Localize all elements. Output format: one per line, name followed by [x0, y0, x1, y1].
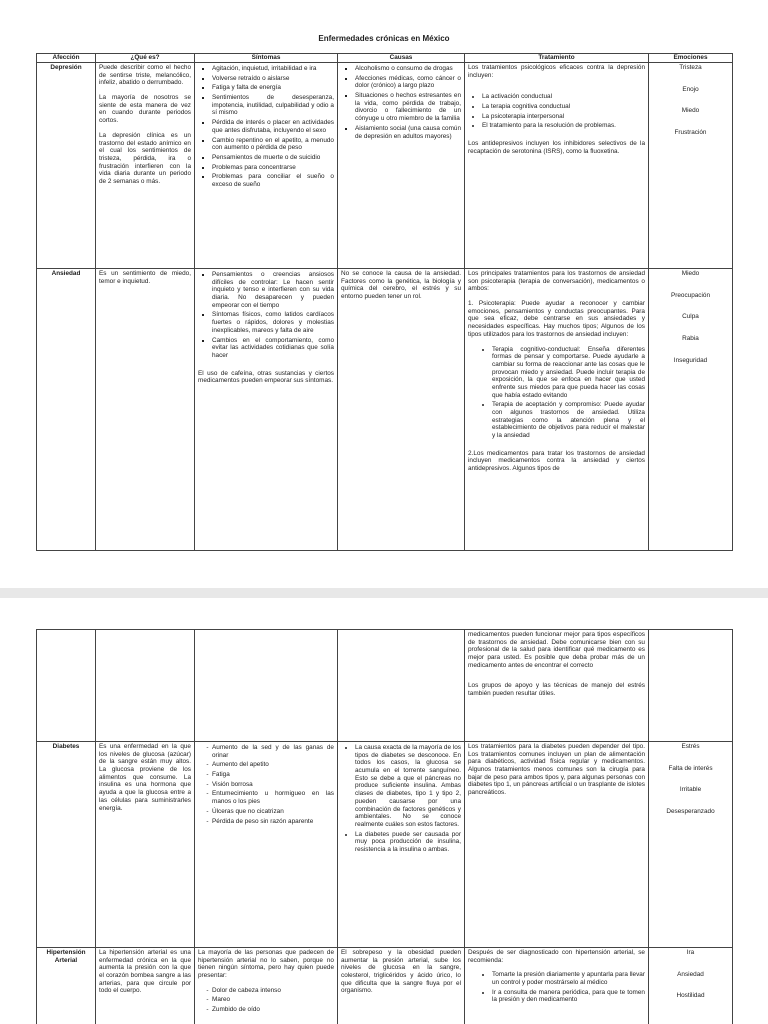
paragraph: Después de ser diagnosticado con hipertensión arterial, se recomienda: — [468, 949, 645, 964]
header-emociones: Emociones — [649, 54, 733, 63]
paragraph: 1. Psicoterapia: Puede ayudar a reconocer y cambiar emociones, pensamientos y conductas preocupantes. Para que sea eficaz, debe centrarse en sus ansiedades y necesidades específicas. Hay muchos tipos; Algunos de los tipos utilizados para los trastornos de ansiedad incluyen: — [468, 300, 645, 338]
symptom-list — [198, 271, 334, 360]
treatment-list — [468, 971, 645, 1004]
list-item: - Aumento del apetito — [212, 761, 334, 769]
emotion: Ira — [686, 949, 695, 956]
que-es-cell — [96, 742, 195, 948]
causas-cell — [338, 742, 465, 948]
que-es-cell — [96, 63, 195, 269]
paragraph: Los tratamientos psicológicos eficaces contra la depresión incluyen: — [468, 64, 645, 79]
table-row-diabetes — [37, 742, 733, 948]
list-item: ▪ Pensamientos o creencias ansiosos difíciles de controlar: Le hacen sentir inquieto y tenso e interfieren con su vida diaria. No desaparecen y pueden empeorar con el tiempo — [212, 271, 334, 309]
que-es-cell — [96, 269, 195, 551]
list-item: - Visión borrosa — [212, 781, 334, 789]
cause-list — [341, 65, 461, 140]
paragraph: Es un sentimiento de miedo, temor e inquietud. — [99, 270, 191, 285]
emotion: Miedo — [681, 270, 700, 277]
sintomas-cell — [195, 742, 338, 948]
emociones-cell — [649, 948, 733, 1024]
emotion: Enojo — [682, 85, 699, 93]
paragraph: El uso de cafeína, otras sustancias y ciertos medicamentos pueden empeorar sus síntomas. — [198, 369, 334, 385]
table-header-row — [37, 54, 733, 63]
list-item: ▪ Sentimientos de desesperanza, impotencia, inutilidad, culpabilidad y odio a sí mismo — [212, 94, 334, 117]
tratamiento-cell — [465, 63, 649, 269]
treatment-list — [468, 93, 645, 130]
paragraph: La depresión clínica es un trastorno del estado anímico en el cual los sentimientos de tristeza, pérdida, ira o frustración interfieren con la vida diaria durante un periodo de 2 semanas o más. — [99, 131, 191, 185]
emotion: Falta de interés — [668, 764, 713, 772]
emociones-cell — [649, 269, 733, 551]
paragraph: No se conoce la causa de la ansiedad. Factores como la genética, la biología y química del cerebro, el estrés y su entorno pueden tener un rol. — [341, 270, 461, 301]
affection-name: Ansiedad — [37, 269, 96, 551]
list-item: • La activación conductual — [482, 93, 645, 101]
list-item: • La terapia cognitiva conductual — [482, 103, 645, 111]
paragraph: 2.Los medicamentos para tratar los trastornos de ansiedad incluyen medicamentos contra la ansiedad y ciertos antidepresivos. Algunos tipos de — [468, 449, 645, 473]
emotion: Irritable — [679, 786, 702, 794]
emotion: Hostilidad — [676, 992, 705, 1000]
document-page-2 — [0, 598, 768, 1024]
sintomas-cell — [195, 948, 338, 1024]
sintomas-cell — [195, 269, 338, 551]
list-item: ▪ Afecciones médicas, como cáncer o dolor (crónico) a largo plazo — [355, 75, 461, 90]
list-item: ▪ Aislamiento social (una causa común de depresión en adultos mayores) — [355, 125, 461, 140]
tratamiento-cell — [465, 742, 649, 948]
list-item: • Terapia cognitivo-conductual: Enseña diferentes formas de pensar y comportarse. Puede ayudarle a cambiar su forma de reaccionar ante las cosas que le provocan miedo y ansiedad. Puede incluir terapia de exposición, la que se enfoca en hacer que usted enfrente sus miedos para que pueda hacer las cosas que había estado evitando — [492, 346, 645, 400]
list-item: - Dolor de cabeza intenso — [212, 987, 334, 995]
table-row-ansiedad-continued — [37, 630, 733, 742]
list-item: ▪ Agitación, inquietud, irritabilidad e ira — [212, 65, 334, 73]
paragraph: El sobrepeso y la obesidad pueden aumentar la presión arterial, sube los niveles de glucosa en la sangre, colesterol, triglicéridos y ácido úrico, lo que dificulta que la sangre fluya por el organismo. — [341, 949, 461, 995]
header-sintomas: Síntomas — [195, 54, 338, 63]
emotion: Inseguridad — [673, 356, 708, 364]
emotion: Preocupación — [670, 291, 711, 299]
tratamiento-cell — [465, 630, 649, 742]
tratamiento-cell — [465, 948, 649, 1024]
sintomas-cell — [195, 63, 338, 269]
list-item: - Entumecimiento u hormigueo en las manos o los pies — [212, 790, 334, 805]
diseases-table — [36, 53, 733, 551]
header-afeccion: Afección — [37, 54, 96, 63]
paragraph: Es una enfermedad en la que los niveles de glucosa (azúcar) de la sangre están muy altos. La glucosa proviene de los alimentos que consume. La insulina es una hormona que ayuda a que la glucosa entre a las células para suministrarles energía. — [99, 743, 191, 812]
symptom-list — [198, 65, 334, 189]
emociones-cell — [649, 63, 733, 269]
table-row-ansiedad — [37, 269, 733, 551]
list-item: ▪ Fatiga y falta de energía — [212, 84, 334, 92]
paragraph: La mayoría de nosotros se siente de esta manera de vez en cuando durante periodos cortos. — [99, 94, 191, 125]
affection-name: Diabetes — [37, 742, 96, 948]
paragraph: La hipertensión arterial es una enfermedad crónica en la que aumenta la presión con la que el corazón bombea sangre a las arterias, para que circule por todo el cuerpo. — [99, 949, 191, 995]
table-row-hipertension — [37, 948, 733, 1024]
emotion: Miedo — [681, 107, 700, 115]
causas-cell — [338, 63, 465, 269]
paragraph: Los antidepresivos incluyen los inhibidores selectivos de la recaptación de serotonina (ISRS), como la fluoxetina. — [468, 140, 645, 155]
cause-list — [341, 744, 461, 854]
document-title: Enfermedades crónicas en México — [318, 34, 450, 43]
emotion: Desesperanzado — [666, 808, 715, 816]
list-item: ▪ Situaciones o hechos estresantes en la vida, como pérdida de trabajo, divorcio o fallecimiento de un cónyuge u otro miembro de la familia — [355, 92, 461, 123]
que-es-cell — [96, 948, 195, 1024]
table-row-depresion — [37, 63, 733, 269]
list-item: ▪ Cambio repentino en el apetito, a menudo con aumento o pérdida de peso — [212, 137, 334, 152]
paragraph: Los principales tratamientos para los trastornos de ansiedad son psicoterapia (terapia de conversación), medicamentos o ambos: — [468, 270, 645, 293]
list-item: • Terapia de aceptación y compromiso: Puede ayudar con algunos trastornos de ansiedad. Utiliza estrategias como la atención plena y el establecimiento de objetivos para reducir el malestar y la ansiedad — [492, 401, 645, 439]
emotion: Frustración — [674, 129, 707, 137]
list-item: - Pérdida de peso sin razón aparente — [212, 818, 334, 826]
tratamiento-cell — [465, 269, 649, 551]
header-causas: Causas — [338, 54, 465, 63]
affection-name: Hipertensión Arterial — [37, 948, 96, 1024]
symptom-list — [198, 987, 334, 1014]
list-item: - Úlceras que no cicatrizan — [212, 808, 334, 816]
paragraph: La mayoría de las personas que padecen de hipertensión arterial no lo saben, porque no tienen ningún síntoma, pero hay quien puede presentar: — [198, 949, 334, 980]
list-item: - Fatiga — [212, 771, 334, 779]
emociones-cell — [649, 742, 733, 948]
list-item: • Tomarte la presión diariamente y apuntarla para llevar un control y poder mostrárselo al médico — [492, 971, 645, 986]
list-item: - Zumbido de oído — [212, 1006, 334, 1014]
emotion: Rabia — [682, 335, 699, 343]
treatment-list — [468, 346, 645, 440]
emotion: Tristeza — [679, 64, 702, 71]
list-item: ▪ Volverse retraído o aislarse — [212, 75, 334, 83]
paragraph: Los tratamientos para la diabetes pueden depender del tipo. Los tratamientos comunes incluyen un plan de alimentación para diabéticos, actividad física regular y medicamentos. Algunos tratamientos menos comunes son la cirugía para bajar de peso para ambos tipos y, para algunas personas con diabetes tipo 1, un páncreas artificial o un trasplante de islotes pancreáticos. — [468, 743, 645, 797]
list-item: ▪ Síntomas físicos, como latidos cardíacos fuertes o rápidos, dolores y molestias inexplicables, mareos y falta de aire — [212, 311, 334, 334]
causas-cell — [338, 269, 465, 551]
list-item: - Mareo — [212, 996, 334, 1004]
list-item: • La diabetes puede ser causada por muy poca producción de insulina, resistencia a la insulina o ambas. — [355, 831, 461, 854]
paragraph: Los grupos de apoyo y las técnicas de manejo del estrés también pueden resultar útiles. — [468, 682, 645, 698]
paragraph: medicamentos pueden funcionar mejor para tipos específicos de trastornos de ansiedad. Debe comunicarse bien con su profesional de la salud para identificar qué medicamento es mejor para usted. Es posible que deba probar más de un medicamento antes de encontrar el correcto — [468, 631, 645, 669]
list-item: ▪ Problemas para concentrarse — [212, 164, 334, 172]
emotion: Ansiedad — [677, 970, 704, 978]
causas-cell — [338, 948, 465, 1024]
list-item: ▪ Alcoholismo o consumo de drogas — [355, 65, 461, 73]
header-tratamiento: Tratamiento — [465, 54, 649, 63]
diseases-table-continued — [36, 629, 733, 1024]
list-item: • El tratamiento para la resolución de problemas. — [482, 122, 645, 130]
list-item: • Ir a consulta de manera periódica, para que te tomen la presión y den medicamento — [492, 989, 645, 1004]
emotion: Culpa — [682, 313, 699, 321]
list-item: ▪ Problemas para conciliar el sueño o exceso de sueño — [212, 173, 334, 188]
symptom-list — [198, 744, 334, 825]
list-item: ▪ Pensamientos de muerte o de suicidio — [212, 154, 334, 162]
paragraph: Puede describir como el hecho de sentirse triste, melancólico, infeliz, abatido o derrumbado. — [99, 64, 191, 87]
header-que-es: ¿Qué es? — [96, 54, 195, 63]
emotion: Estrés — [681, 743, 700, 750]
list-item: ▪ Cambios en el comportamiento, como evitar las actividades cotidianas que solía hacer — [212, 337, 334, 360]
list-item: • La causa exacta de la mayoría de los tipos de diabetes se desconoce. En todos los casos, la glucosa se acumula en el torrente sanguíneo. Esto se debe a que el páncreas no produce suficiente insulina. Ambas clases de diabetes, tipo 1 y tipo 2, pueden causarse por una combinación de factores genéticos y ambientales. No se conoce realmente cuáles son estos factores. — [355, 744, 461, 829]
list-item: ▪ Pérdida de interés o placer en actividades que antes disfrutaba, incluyendo el sexo — [212, 119, 334, 134]
list-item: • La psicoterapia interpersonal — [482, 113, 645, 121]
list-item: - Aumento de la sed y de las ganas de orinar — [212, 744, 334, 759]
affection-name: Depresión — [37, 63, 96, 269]
